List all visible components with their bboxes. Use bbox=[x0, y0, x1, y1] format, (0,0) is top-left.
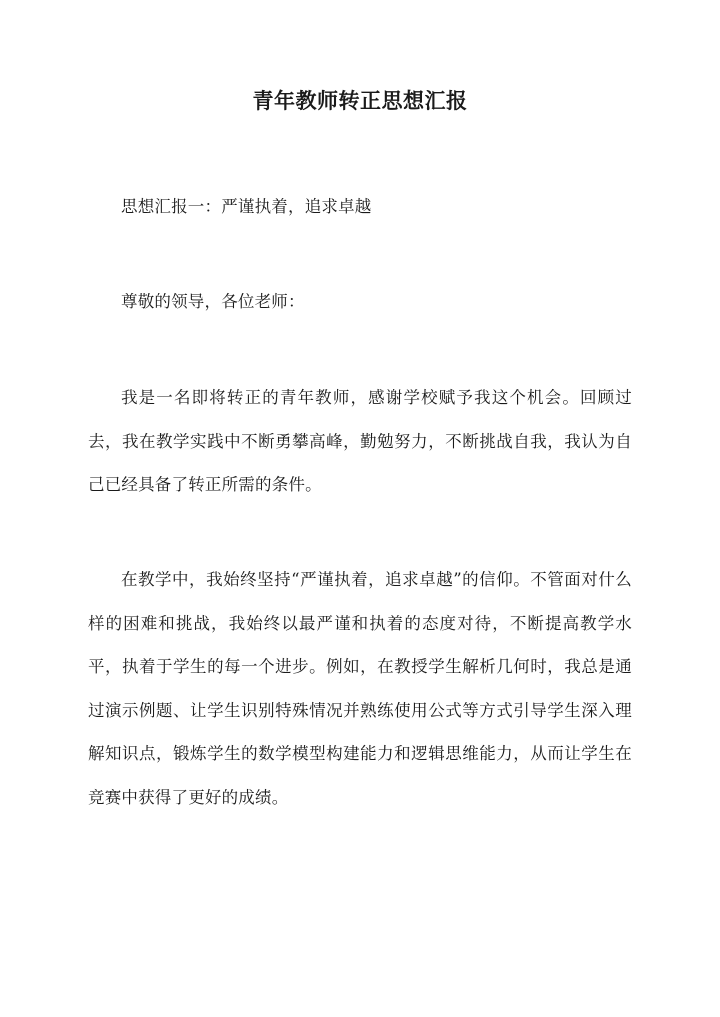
report-subtitle: 思想汇报一：严谨执着，追求卓越 bbox=[121, 197, 372, 216]
body-paragraph-intro: 我是一名即将转正的青年教师，感谢学校赋予我这个机会。回顾过去，我在教学实践中不断勇攀高峰，勤勉努力，不断挑战自我，我认为自己已经具备了转正所需的条件。 bbox=[88, 388, 632, 494]
salutation: 尊敬的领导，各位老师： bbox=[121, 292, 305, 311]
document-title: 青年教师转正思想汇报 bbox=[252, 88, 468, 113]
body-paragraph-teaching: 在教学中，我始终坚持“严谨执着，追求卓越”的信仰。不管面对什么样的困难和挑战，我始终以最严谨和执着的态度对待，不断提高教学水平，执着于学生的每一个进步。例如，在教授学生解析几何时，我总是通过演示例题、让学生识别特殊情况并熟练使用公式等方式引导学生深入理解知识点，锻炼学生的数学模型构建能力和逻辑思维能力，从而让学生在竞赛中获得了更好的成绩。 bbox=[88, 570, 632, 807]
